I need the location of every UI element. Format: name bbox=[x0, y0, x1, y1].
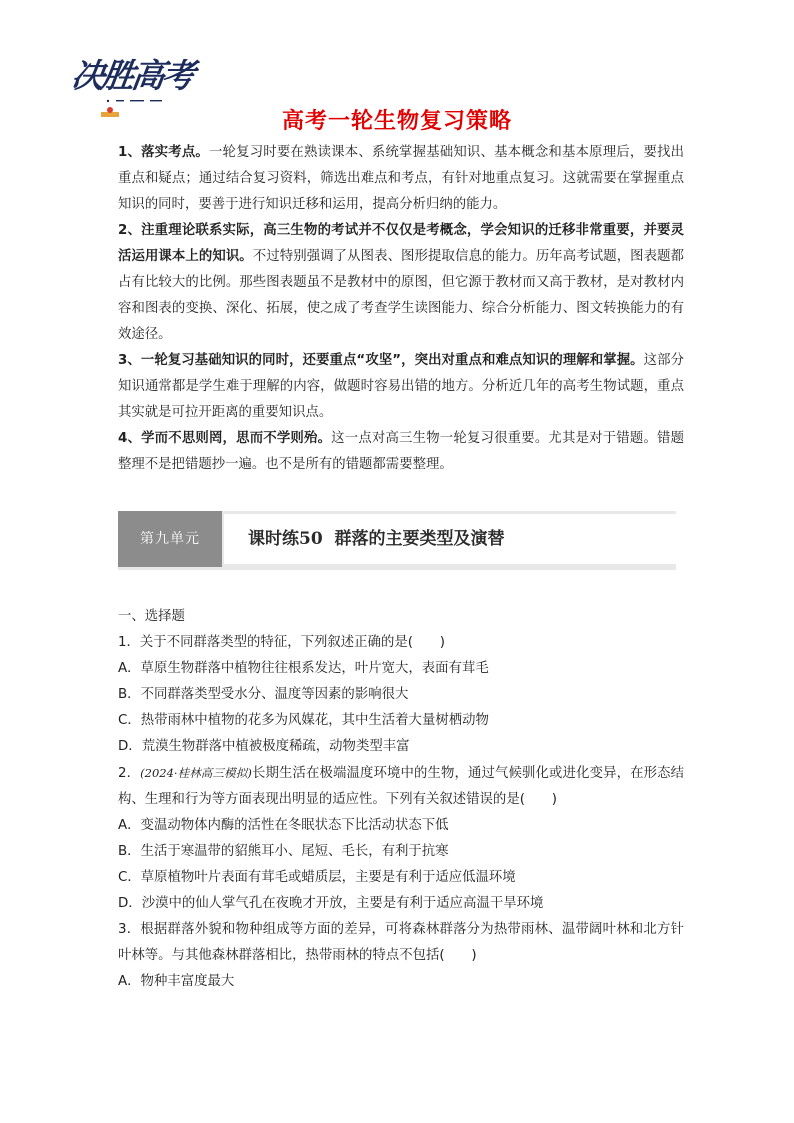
option: C．草原植物叶片表面有茸毛或蜡质层，主要是有利于适应低温环境 bbox=[118, 870, 516, 885]
section-heading: 一、选择题 bbox=[118, 609, 185, 624]
question-stem: 3．根据群落外貌和物种组成等方面的差异，可将森林群落分为热带雨林、温带阔叶林和北方针叶林等。与其他森林群落相比，热带雨林的特点不包括( ) bbox=[118, 922, 684, 963]
document-title: 高考一轮生物复习策略 bbox=[281, 109, 512, 134]
option: A．变温动物体内酶的活性在冬眠状态下比活动状态下低 bbox=[118, 818, 449, 833]
option: D．沙漠中的仙人掌气孔在夜晚才开放，主要是有利于适应高温干旱环境 bbox=[118, 896, 544, 911]
question-stem: 1．关于不同群落类型的特征，下列叙述正确的是( ) bbox=[118, 635, 445, 650]
intro-paragraph: 4、学而不思则罔，思而不学则殆。这一点对高三生物一轮复习很重要。尤其是对于错题。错题整理不是把错题抄一遍。也不是所有的错题都需要整理。 bbox=[118, 431, 684, 472]
option: C．热带雨林中植物的花多为风媒花，其中生活着大量树栖动物 bbox=[118, 713, 489, 728]
intro-section bbox=[118, 140, 684, 478]
intro-paragraph: 1、落实考点。一轮复习时要在熟读课本、系统掌握基础知识、基本概念和基本原理后，要找出重点和疑点；通过结合复习资料，筛选出难点和考点，有针对地重点复习。这就需要在掌握重点知识的同时，要善于进行知识迁移和运用，提高分析归纳的能力。 bbox=[118, 145, 684, 212]
option: A．物种丰富度最大 bbox=[118, 974, 235, 989]
question-source: (2024·桂林高三模拟) bbox=[140, 766, 252, 780]
questions-section bbox=[118, 604, 684, 995]
option: B．生活于寒温带的貂熊耳小、尾短、毛长，有利于抗寒 bbox=[118, 844, 449, 859]
intro-paragraph: 2、注重理论联系实际，高三生物的考试并不仅仅是考概念，学会知识的迁移非常重要，并要灵活运用课本上的知识。不过特别强调了从图表、图形提取信息的能力。历年高考试题，图表题都占有比较大的比例。那些图表题虽不是教材中的原图，但它源于教材而又高于教材，是对教材内容和图表的变换、深化、拓展，使之成了考查学生读图能力、综合分析能力、图文转换能力的有效途径。 bbox=[118, 223, 685, 342]
logo-text: 决胜高考 bbox=[68, 56, 195, 95]
option: D．荒漠生物群落中植被极度稀疏，动物类型丰富 bbox=[118, 739, 410, 754]
lesson-title-panel bbox=[224, 514, 676, 564]
intro-paragraph: 3、一轮复习基础知识的同时，还要重点“攻坚”，突出对重点和难点知识的理解和掌握。这部分知识通常都是学生难于理解的内容，做题时容易出错的地方。分析近几年的高考生物试题，重点其实就是可拉开距离的重要知识点。 bbox=[118, 353, 685, 420]
unit-label: 第九单元 bbox=[118, 511, 222, 567]
option: A．草原生物群落中植物往往根系发达，叶片宽大，表面有茸毛 bbox=[118, 661, 489, 676]
option: B．不同群落类型受水分、温度等因素的影响很大 bbox=[118, 687, 409, 702]
question-stem: 2．(2024·桂林高三模拟)长期生活在极端温度环境中的生物，通过气候驯化或进化变异，在形态结构、生理和行为等方面表现出明显的适应性。下列有关叙述错误的是( ) bbox=[118, 766, 684, 807]
lesson-banner bbox=[118, 511, 676, 570]
lesson-title: 课时练50 群落的主要类型及演替 bbox=[248, 529, 505, 549]
